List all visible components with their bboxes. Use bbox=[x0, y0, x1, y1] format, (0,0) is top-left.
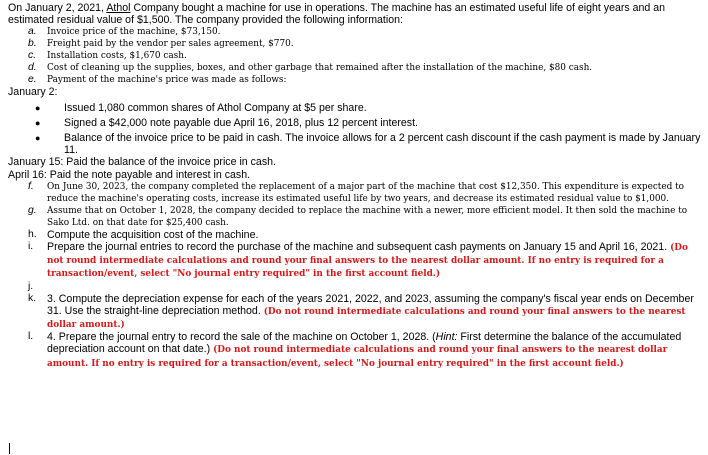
list-item-d bbox=[8, 62, 704, 74]
text-cursor bbox=[9, 443, 10, 454]
bullet-text: Issued 1,080 common shares of Athol Company at $5 per share. bbox=[64, 101, 367, 114]
bullet-icon: ● bbox=[35, 133, 41, 144]
list-item-k bbox=[8, 293, 704, 332]
hint-label: Hint: bbox=[435, 331, 458, 344]
problem-document bbox=[8, 0, 704, 370]
item-label: b. bbox=[28, 38, 37, 50]
company-name-link: Athol bbox=[106, 2, 131, 14]
bullet-icon: ● bbox=[35, 117, 41, 128]
item-instruction: 3. Compute the depreciation expense for each of the years 2021, 2022, and 2023, assuming the company's fiscal year ends on December 31. Use the straight-line depreciation method. bbox=[47, 292, 694, 317]
item-text: Freight paid by the vendor per sales agreement, $770. bbox=[47, 39, 294, 50]
january-2-bullets bbox=[8, 102, 704, 157]
item-text: Installation costs, $1,670 cash. bbox=[47, 51, 187, 62]
item-label: c. bbox=[28, 50, 37, 62]
rounding-note: (Do not round intermediate calculations and round your final answers to the nearest dollar amount. If no entry is required for a transaction/event, select "No journal entry required" in the first account field.) bbox=[47, 345, 668, 369]
item-text: Invoice price of the machine, $73,150. bbox=[47, 27, 221, 38]
bullet-item bbox=[8, 117, 704, 129]
item-label: i. bbox=[28, 241, 34, 253]
item-label: d. bbox=[28, 62, 37, 74]
intro-text-end: Company bought a machine for use in operations. The machine has an estimated useful life of eight years and an estimated residual value of $1,500. The company provided the following information: bbox=[8, 2, 666, 27]
list-item-h bbox=[8, 229, 704, 241]
january-2-heading: January 2: bbox=[8, 86, 58, 99]
list-item-f bbox=[8, 181, 704, 205]
list-item-j bbox=[8, 281, 704, 293]
intro-paragraph bbox=[8, 2, 704, 26]
item-instruction: Prepare the journal entries to record the purchase of the machine and subsequent cash payments on January 15 and April 16, 2021. bbox=[47, 241, 671, 254]
item-label: a. bbox=[28, 26, 37, 38]
item-label: j. bbox=[28, 280, 34, 292]
item-text: Compute the acquisition cost of the machine. bbox=[47, 228, 259, 241]
item-text: Payment of the machine's price was made as follows: bbox=[47, 75, 287, 86]
bullet-item bbox=[8, 102, 704, 114]
list-item-g bbox=[8, 205, 704, 229]
list-item-b bbox=[8, 38, 704, 50]
item-label: h. bbox=[28, 228, 37, 240]
list-item-e bbox=[8, 74, 704, 86]
bullet-text: Balance of the invoice price to be paid in cash. The invoice allows for a 2 percent cash discount if the cash payment is made by January 11. bbox=[64, 132, 701, 157]
item-text bbox=[47, 293, 704, 332]
list-item-i bbox=[8, 241, 704, 281]
item-label: g. bbox=[28, 204, 37, 216]
bullet-icon: ● bbox=[35, 102, 41, 113]
item-label: k. bbox=[28, 292, 37, 304]
april-16-line: April 16: Paid the note payable and interest in cash. bbox=[8, 168, 251, 181]
item-text bbox=[47, 241, 704, 281]
item-text: On June 30, 2023, the company completed the replacement of a major part of the machine that cost $12,350. This expenditure is expected to reduce the machine's operating costs, increase its estimated useful life by two years, and decrease its estimated residual value to $1,000. bbox=[47, 181, 685, 204]
item-text: Cost of cleaning up the supplies, boxes, and other garbage that remained after the installation of the machine, $80 cash. bbox=[47, 63, 593, 74]
item-text: Assume that on October 1, 2028, the company decided to replace the machine with a newer, more efficient model. It then sold the machine to Sako Ltd. on that date for $25,400 cash. bbox=[47, 205, 688, 228]
rounding-note: (Do not round intermediate calculations and round your final answers to the nearest dollar amount. If no entry is required for a transaction/event, select "No journal entry required" in the first account field.) bbox=[47, 243, 688, 280]
list-item-a bbox=[8, 26, 704, 38]
rounding-note: (Do not round intermediate calculations and round your final answers to the nearest dollar amount.) bbox=[47, 306, 686, 331]
list-item-c bbox=[8, 50, 704, 62]
item-label: e. bbox=[28, 74, 37, 86]
intro-text-start: On January 2, 2021, bbox=[8, 2, 107, 14]
item-instruction: 4. Prepare the journal entry to record the sale of the machine on October 1, 2028. ( bbox=[47, 331, 436, 344]
item-instruction-cont: First determine the balance of the accumulated depreciation account on that date.) bbox=[47, 331, 682, 356]
item-list bbox=[8, 26, 704, 86]
item-label: l. bbox=[28, 331, 34, 343]
bullet-item bbox=[8, 132, 704, 156]
item-text bbox=[47, 331, 704, 370]
bullet-text: Signed a $42,000 note payable due April 16, 2018, plus 12 percent interest. bbox=[64, 116, 418, 129]
item-label: f. bbox=[28, 180, 34, 192]
later-item-list bbox=[8, 181, 704, 370]
january-15-line: January 15: Paid the balance of the invoice price in cash. bbox=[8, 156, 276, 169]
list-item-l bbox=[8, 331, 704, 370]
